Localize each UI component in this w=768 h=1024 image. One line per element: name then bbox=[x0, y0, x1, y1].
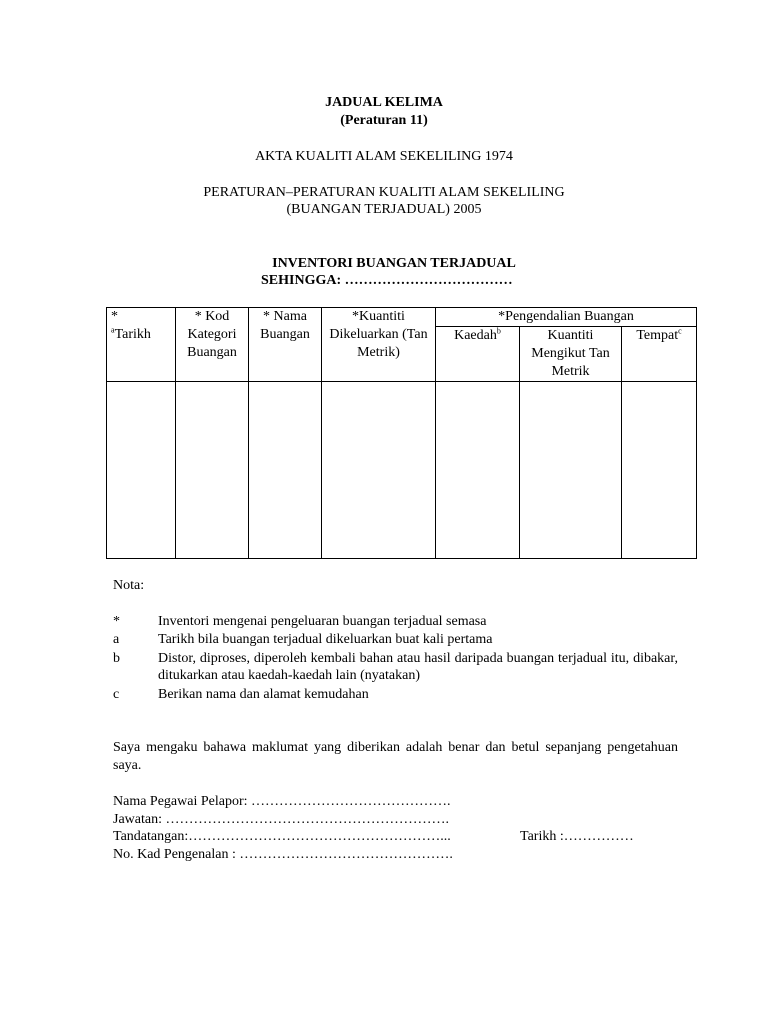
header-date bbox=[107, 308, 176, 382]
header-method bbox=[436, 327, 520, 382]
note-text: Inventori mengenai pengeluaran buangan terjadual semasa bbox=[158, 614, 487, 629]
regulation-title-line2: (BUANGAN TERJADUAL) 2005 bbox=[286, 202, 482, 217]
inventory-title: INVENTORI BUANGAN TERJADUAL bbox=[272, 256, 516, 271]
cell-waste-name[interactable] bbox=[249, 382, 322, 559]
officer-name-field[interactable]: Nama Pegawai Pelapor: ……………………………………. bbox=[113, 794, 451, 809]
cell-quantity-produced[interactable] bbox=[322, 382, 436, 559]
until-date-line: SEHINGGA: ……………………………… bbox=[261, 273, 513, 288]
footnote-a-marker: a bbox=[111, 325, 115, 335]
header-method-label: Kaedah bbox=[454, 328, 497, 343]
cell-category-code[interactable] bbox=[176, 382, 249, 559]
footnote-b-marker: b bbox=[496, 326, 501, 336]
header-date-label: Tarikh bbox=[114, 327, 151, 342]
cell-method[interactable] bbox=[436, 382, 520, 559]
note-key: b bbox=[113, 651, 120, 666]
note-key: a bbox=[113, 632, 120, 647]
cell-date[interactable] bbox=[107, 382, 176, 559]
date-field[interactable]: Tarikh :…………… bbox=[520, 829, 634, 844]
header-waste-handling: *Pengendalian Buangan bbox=[436, 308, 697, 327]
note-text: Distor, diproses, diperoleh kembali bahan atau hasil daripada buangan terjadual itu, dibakar, ditukarkan atau kaedah-kaedah lain (nyatakan) bbox=[158, 651, 678, 683]
header-place bbox=[622, 327, 697, 382]
schedule-title: JADUAL KELIMA bbox=[325, 95, 443, 110]
declaration-text: Saya mengaku bahawa maklumat yang diberikan adalah benar dan betul sepanjang pengetahuan saya. bbox=[113, 740, 678, 773]
inventory-table bbox=[106, 307, 697, 559]
notes-label: Nota: bbox=[113, 578, 145, 593]
note-key: c bbox=[113, 687, 120, 702]
cell-place[interactable] bbox=[622, 382, 697, 559]
footnote-c-marker: c bbox=[678, 326, 682, 336]
act-title: AKTA KUALITI ALAM SEKELILING 1974 bbox=[255, 149, 513, 164]
position-field[interactable]: Jawatan: ……………………………………………………. bbox=[113, 812, 449, 827]
note-key: * bbox=[113, 614, 120, 629]
header-category-code: * Kod Kategori Buangan bbox=[176, 308, 249, 382]
regulation-title-line1: PERATURAN–PERATURAN KUALITI ALAM SEKELILING bbox=[203, 185, 565, 200]
header-place-label: Tempat bbox=[636, 328, 679, 343]
note-text: Berikan nama dan alamat kemudahan bbox=[158, 687, 369, 702]
cell-quantity-metric-ton[interactable] bbox=[520, 382, 622, 559]
header-date-star: * bbox=[111, 309, 118, 324]
signature-field[interactable]: Tandatangan:………………………………………………... bbox=[113, 829, 451, 844]
id-number-field[interactable]: No. Kad Pengenalan : ………………………………………. bbox=[113, 847, 453, 862]
note-text: Tarikh bila buangan terjadual dikeluarkan buat kali pertama bbox=[158, 632, 493, 647]
header-waste-name: * Nama Buangan bbox=[249, 308, 322, 382]
header-quantity-metric-ton: Kuantiti Mengikut Tan Metrik bbox=[520, 327, 622, 382]
header-quantity-produced: *Kuantiti Dikeluarkan (Tan Metrik) bbox=[322, 308, 436, 382]
schedule-regulation-ref: (Peraturan 11) bbox=[340, 113, 428, 128]
